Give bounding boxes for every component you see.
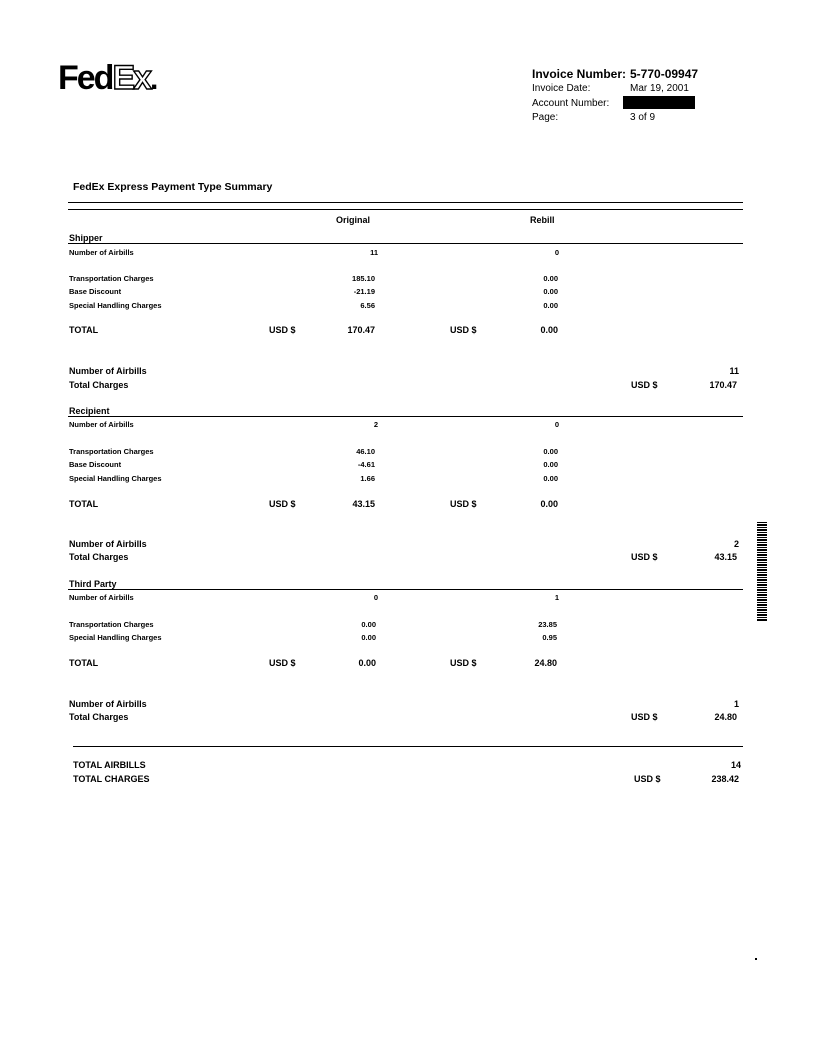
line-original: 0.00 [361, 620, 376, 629]
summary-currency: USD $ [631, 712, 658, 722]
grand-airbills: 14 [730, 760, 741, 770]
line-original: -4.61 [357, 460, 375, 469]
invoice-date-label: Invoice Date: [532, 83, 591, 94]
airbills-rebill: 0 [554, 420, 559, 429]
line-rebill: 23.85 [538, 620, 557, 629]
barcode [757, 522, 767, 622]
total-label: TOTAL [69, 658, 99, 668]
total-currency-rebill: USD $ [450, 325, 477, 335]
airbills-label: Number of Airbills [69, 593, 134, 602]
total-currency-original: USD $ [269, 499, 296, 509]
section-rule [68, 243, 743, 244]
airbills-original: 2 [373, 420, 378, 429]
summary-currency: USD $ [631, 380, 658, 390]
airbills-rebill: 1 [554, 593, 559, 602]
margin-dot [755, 958, 757, 960]
line-rebill: 0.00 [543, 301, 558, 310]
total-original: 0.00 [358, 658, 376, 668]
section-rule [68, 589, 743, 590]
summary-airbills: 2 [733, 539, 739, 549]
invoice-date: Mar 19, 2001 [630, 83, 689, 94]
total-currency-original: USD $ [269, 325, 296, 335]
page-title: FedEx Express Payment Type Summary [73, 181, 273, 193]
total-label: TOTAL [69, 499, 99, 509]
total-currency-original: USD $ [269, 658, 296, 668]
summary-airbills-label: Number of Airbills [69, 539, 147, 549]
airbills-rebill: 0 [554, 248, 559, 257]
line-rebill: 0.00 [543, 474, 558, 483]
summary-charges: 43.15 [714, 552, 737, 562]
line-original: 0.00 [361, 633, 376, 642]
total-rebill: 24.80 [534, 658, 557, 668]
line-label: Transportation Charges [69, 274, 154, 283]
summary-airbills-label: Number of Airbills [69, 699, 147, 709]
line-rebill: 0.95 [542, 633, 557, 642]
summary-charges-label: Total Charges [69, 552, 129, 562]
line-original: 6.56 [360, 301, 375, 310]
total-rebill: 0.00 [540, 325, 558, 335]
column-header-rebill: Rebill [530, 215, 555, 225]
summary-charges-label: Total Charges [69, 380, 129, 390]
airbills-original: 0 [373, 593, 378, 602]
summary-airbills: 1 [733, 699, 739, 709]
line-original: 185.10 [352, 274, 375, 283]
summary-charges: 170.47 [709, 380, 737, 390]
grand-total-rule [73, 746, 743, 747]
line-rebill: 0.00 [543, 287, 558, 296]
grand-currency: USD $ [634, 774, 661, 784]
line-label: Transportation Charges [69, 620, 154, 629]
airbills-label: Number of Airbills [69, 420, 134, 429]
total-original: 43.15 [352, 499, 375, 509]
line-original: -21.19 [353, 287, 375, 296]
total-original: 170.47 [347, 325, 375, 335]
line-original: 1.66 [360, 474, 375, 483]
summary-airbills-label: Number of Airbills [69, 366, 147, 376]
line-label: Base Discount [69, 460, 122, 469]
section-title-recipient: Recipient [69, 406, 110, 416]
line-label: Special Handling Charges [69, 633, 162, 642]
line-label: Special Handling Charges [69, 301, 162, 310]
summary-charges: 24.80 [714, 712, 737, 722]
fedex-logo: FedEx. [58, 59, 157, 97]
section-rule [68, 416, 743, 417]
account-number-redaction [623, 96, 695, 109]
line-label: Transportation Charges [69, 447, 154, 456]
page-label: Page: [532, 112, 559, 123]
total-rebill: 0.00 [540, 499, 558, 509]
invoice-number: 5-770-09947 [630, 67, 699, 81]
page-number: 3 of 9 [630, 112, 656, 123]
line-original: 46.10 [356, 447, 375, 456]
invoice-number-label: Invoice Number: [532, 67, 627, 81]
line-label: Special Handling Charges [69, 474, 162, 483]
title-rule-top [68, 202, 743, 203]
line-rebill: 0.00 [543, 460, 558, 469]
summary-airbills: 11 [729, 366, 739, 376]
airbills-label: Number of Airbills [69, 248, 134, 257]
summary-currency: USD $ [631, 552, 658, 562]
summary-charges-label: Total Charges [69, 712, 129, 722]
section-title-shipper: Shipper [69, 233, 103, 243]
grand-charges-label: TOTAL CHARGES [73, 774, 150, 784]
airbills-original: 11 [370, 248, 378, 257]
column-header-original: Original [336, 215, 371, 225]
account-number-label: Account Number: [532, 98, 610, 109]
title-rule-bottom [68, 209, 743, 210]
section-title-third-party: Third Party [69, 579, 117, 589]
line-label: Base Discount [69, 287, 122, 296]
grand-airbills-label: TOTAL AIRBILLS [73, 760, 146, 770]
total-currency-rebill: USD $ [450, 658, 477, 668]
total-label: TOTAL [69, 325, 99, 335]
grand-charges: 238.42 [711, 774, 739, 784]
line-rebill: 0.00 [543, 274, 558, 283]
total-currency-rebill: USD $ [450, 499, 477, 509]
line-rebill: 0.00 [543, 447, 558, 456]
